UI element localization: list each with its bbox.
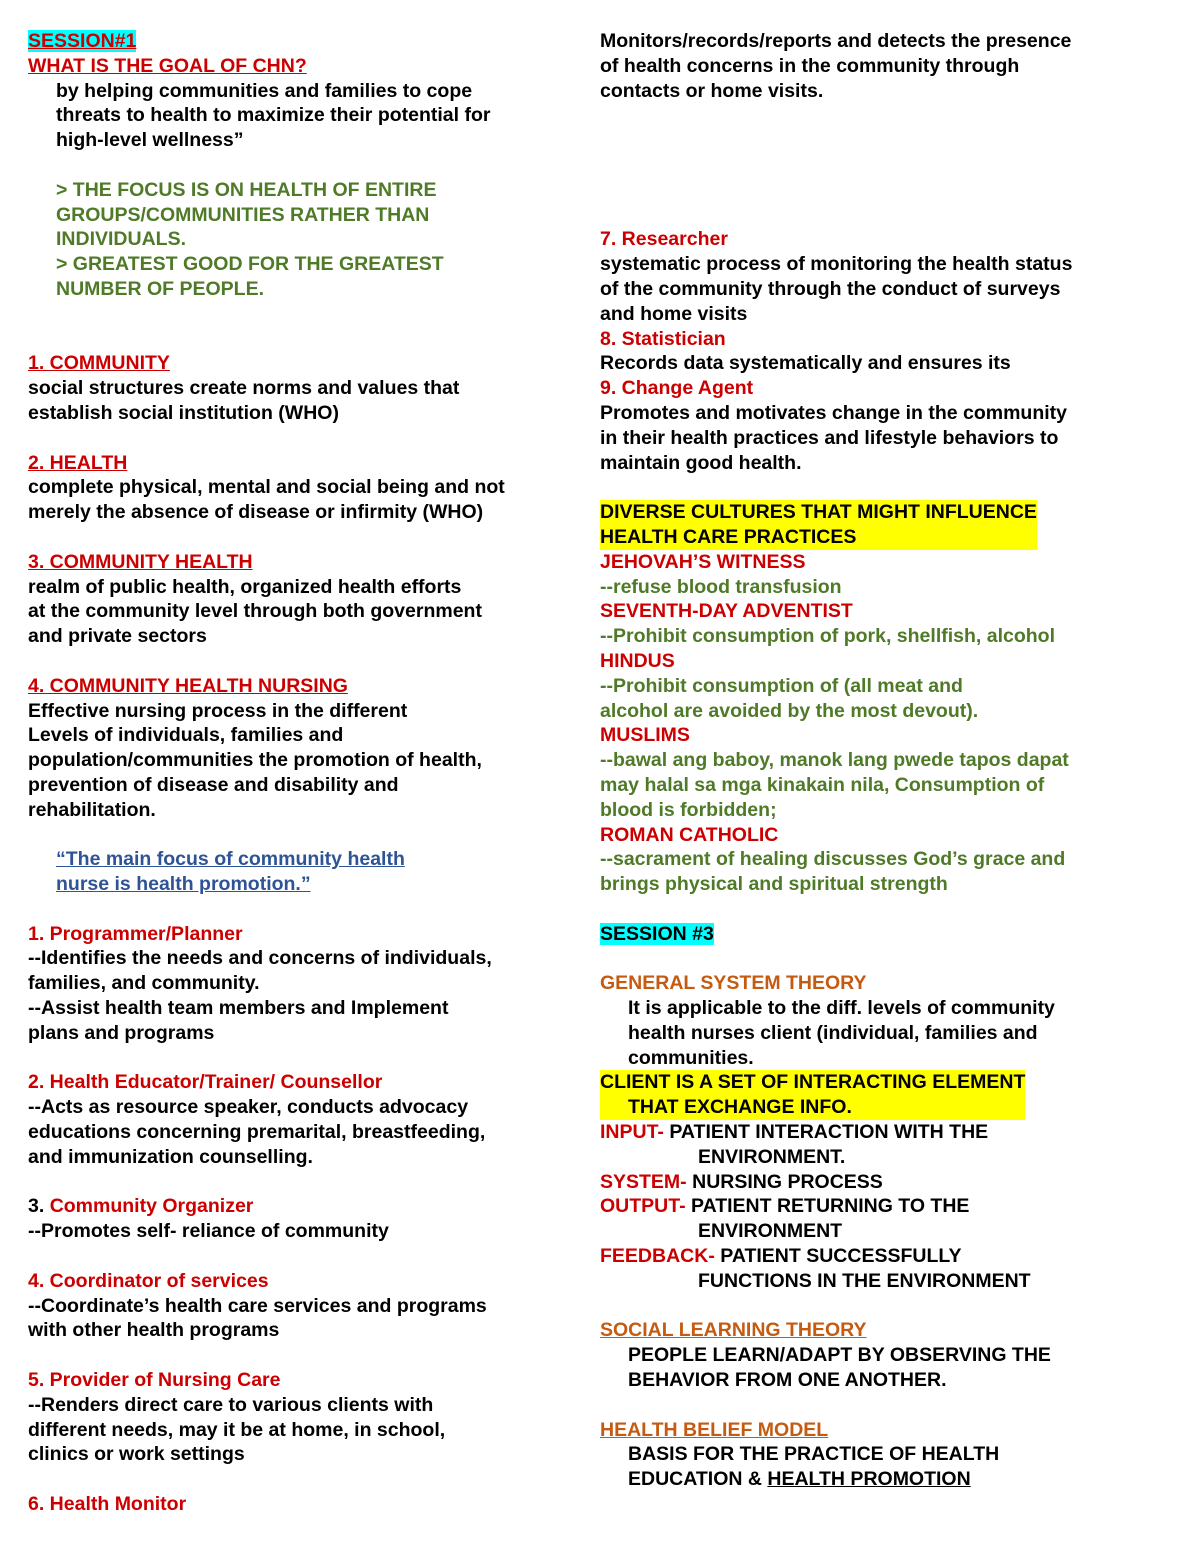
culture-line: blood is forbidden; (600, 798, 777, 821)
gst-title: GENERAL SYSTEM THEORY (600, 972, 867, 995)
role-line: --Promotes self- reliance of community (28, 1220, 389, 1243)
definition-line: realm of public health, organized health efforts (28, 575, 462, 598)
definition-line: social structures create norms and values that (28, 377, 460, 400)
role-title-text: 4. Coordinator of services (28, 1269, 269, 1292)
definition-title-text: 1. COMMUNITY (28, 352, 170, 375)
role-title: 9. Change Agent (600, 377, 754, 400)
cultures-heading-line: HEALTH CARE PRACTICES (600, 525, 857, 548)
session1-heading: SESSION#1 (28, 30, 137, 52)
role-title-text: Community Organizer (49, 1195, 254, 1218)
hbm-health-promotion: HEALTH PROMOTION (767, 1468, 971, 1491)
role-title-text: 1. Programmer/Planner (28, 922, 243, 945)
system-item-key: FEEDBACK- (600, 1245, 715, 1268)
definition-line: prevention of disease and disability and (28, 773, 399, 796)
system-item (600, 1120, 1160, 1145)
gst-text (600, 996, 1160, 1070)
system-item-cont: FUNCTIONS IN THE ENVIRONMENT (698, 1269, 1031, 1292)
role-title (28, 1269, 578, 1294)
culture-line: may halal sa mga kinakain nila, Consumption of (600, 773, 1045, 796)
culture-name: ROMAN CATHOLIC (600, 823, 779, 846)
main-focus-quote (28, 847, 578, 897)
culture-name: MUSLIMS (600, 724, 690, 747)
system-item (600, 1170, 1160, 1195)
role-line: --Acts as resource speaker, conducts advocacy (28, 1096, 469, 1119)
role-line: systematic process of monitoring the health status (600, 253, 1073, 276)
role-line: plans and programs (28, 1021, 215, 1044)
slt-text (600, 1343, 1160, 1393)
system-item-text: PATIENT INTERACTION WITH THE (663, 1121, 989, 1144)
system-item-text: PATIENT RETURNING TO THE (685, 1195, 970, 1218)
system-item (600, 1194, 1160, 1219)
system-item-key: INPUT- (600, 1121, 664, 1144)
monitor-line: Monitors/records/reports and detects the presence (600, 30, 1072, 52)
definition-title (28, 550, 578, 575)
definition-title (28, 451, 578, 476)
monitor-line: of health concerns in the community through (600, 54, 1020, 77)
role-title (28, 1194, 578, 1219)
role-title-text: 2. Health Educator/Trainer/ Counsellor (28, 1071, 383, 1094)
focus-text (28, 178, 578, 302)
definition-line: rehabilitation. (28, 798, 156, 821)
client-line: THAT EXCHANGE INFO. (628, 1096, 852, 1119)
role-line: maintain good health. (600, 451, 802, 474)
role-title (28, 922, 578, 947)
cultures-heading-line: DIVERSE CULTURES THAT MIGHT INFLUENCE (600, 501, 1037, 524)
role-line: --Coordinate’s health care services and programs (28, 1294, 487, 1317)
gst-line: It is applicable to the diff. levels of community (628, 997, 1055, 1020)
system-item-text: PATIENT SUCCESSFULLY (714, 1245, 962, 1268)
role-title (28, 1070, 578, 1095)
slt-line: PEOPLE LEARN/ADAPT BY OBSERVING THE (628, 1344, 1051, 1367)
client-block (600, 1070, 1025, 1120)
monitor-line: contacts or home visits. (600, 79, 824, 102)
quote-line: nurse is health promotion.” (56, 873, 311, 896)
goal-line: by helping communities and families to cope (56, 79, 473, 102)
right-column (600, 29, 1160, 1492)
health-monitor-text (600, 29, 1160, 103)
hbm-line: BASIS FOR THE PRACTICE OF HEALTH (628, 1443, 1000, 1466)
definition-title (28, 674, 578, 699)
focus-line: INDIVIDUALS. (56, 228, 187, 251)
left-column (28, 29, 578, 1517)
role-line: different needs, may it be at home, in school, (28, 1418, 446, 1441)
slt-title: SOCIAL LEARNING THEORY (600, 1319, 867, 1342)
role-title (28, 1368, 578, 1393)
role-line: clinics or work settings (28, 1443, 245, 1466)
goal-line: high-level wellness” (56, 129, 244, 152)
role-line: educations concerning premarital, breastfeeding, (28, 1121, 486, 1144)
role-line: --Identifies the needs and concerns of individuals, (28, 947, 492, 970)
definition-title-text: 3. COMMUNITY HEALTH (28, 550, 253, 573)
definition-title-text: 2. HEALTH (28, 451, 128, 474)
culture-line: --bawal ang baboy, manok lang pwede tapos dapat (600, 749, 1069, 772)
system-item (600, 1244, 1160, 1269)
culture-line: --Prohibit consumption of pork, shellfish, alcohol (600, 625, 1056, 648)
role-line: Records data systematically and ensures its (600, 352, 1011, 375)
quote-line: “The main focus of community health (56, 848, 405, 871)
nurse-roles-list-left (28, 922, 578, 1517)
role-line: --Renders direct care to various clients with (28, 1393, 434, 1416)
role-line: --Assist health team members and Implement (28, 997, 449, 1020)
gst-line: communities. (628, 1046, 754, 1069)
system-items (600, 1120, 1160, 1294)
definition-line: merely the absence of disease or infirmity (WHO) (28, 501, 484, 524)
role-line: in their health practices and lifestyle behaviors to (600, 426, 1059, 449)
role-line: and home visits (600, 302, 748, 325)
culture-line: --refuse blood transfusion (600, 575, 842, 598)
definition-line: population/communities the promotion of health, (28, 749, 482, 772)
definition-line: and private sectors (28, 625, 207, 648)
role-line: families, and community. (28, 972, 260, 995)
system-item-key: SYSTEM- (600, 1170, 687, 1193)
system-item-key: OUTPUT- (600, 1195, 686, 1218)
definition-title-text: 4. COMMUNITY HEALTH NURSING (28, 674, 348, 697)
culture-line: brings physical and spiritual strength (600, 873, 948, 896)
culture-line: alcohol are avoided by the most devout). (600, 699, 979, 722)
role-line: and immunization counselling. (28, 1145, 313, 1168)
definition-line: establish social institution (WHO) (28, 401, 339, 424)
role-number: 3. (28, 1195, 50, 1218)
system-item-text: NURSING PROCESS (686, 1170, 883, 1193)
culture-line: --Prohibit consumption of (all meat and (600, 674, 963, 697)
role-title-text: 6. Health Monitor (28, 1493, 187, 1516)
client-definition (600, 1070, 1160, 1120)
cultures-heading (600, 500, 1160, 550)
system-item-cont: ENVIRONMENT (698, 1220, 843, 1243)
cultures-list (600, 550, 1160, 897)
definition-line: Effective nursing process in the different (28, 699, 408, 722)
nurse-roles-list-right (600, 227, 1160, 475)
session3-heading: SESSION #3 (600, 922, 714, 945)
focus-line: > GREATEST GOOD FOR THE GREATEST (56, 253, 444, 276)
hbm-line (600, 1467, 1160, 1492)
culture-name: SEVENTH-DAY ADVENTIST (600, 600, 853, 623)
slt-line: BEHAVIOR FROM ONE ANOTHER. (628, 1369, 947, 1392)
hbm-title: HEALTH BELIEF MODEL (600, 1418, 829, 1441)
role-title (28, 1492, 578, 1517)
system-item-cont: ENVIRONMENT. (698, 1145, 846, 1168)
role-line: Promotes and motivates change in the community (600, 401, 1068, 424)
client-line: CLIENT IS A SET OF INTERACTING ELEMENT (600, 1071, 1026, 1094)
role-line: of the community through the conduct of surveys (600, 277, 1061, 300)
definitions-list (28, 351, 578, 822)
culture-line: --sacrament of healing discusses God’s grace and (600, 848, 1066, 871)
goal-question: WHAT IS THE GOAL OF CHN? (28, 54, 307, 77)
cultures-heading-block (600, 500, 1037, 550)
culture-name: HINDUS (600, 649, 675, 672)
definition-title (28, 351, 578, 376)
role-title-text: 5. Provider of Nursing Care (28, 1369, 281, 1392)
goal-line: threats to health to maximize their potential for (56, 104, 491, 127)
culture-name: JEHOVAH’S WITNESS (600, 550, 806, 573)
definition-line: Levels of individuals, families and (28, 724, 344, 747)
focus-line: GROUPS/COMMUNITIES RATHER THAN (56, 203, 430, 226)
gst-line: health nurses client (individual, families and (628, 1021, 1038, 1044)
role-title: 7. Researcher (600, 228, 728, 251)
role-line: with other health programs (28, 1319, 280, 1342)
definition-line: at the community level through both government (28, 600, 482, 623)
focus-line: > THE FOCUS IS ON HEALTH OF ENTIRE (56, 178, 437, 201)
role-title: 8. Statistician (600, 327, 726, 350)
definition-line: complete physical, mental and social being and not (28, 476, 505, 499)
hbm-text: EDUCATION & (628, 1468, 768, 1491)
focus-line: NUMBER OF PEOPLE. (56, 277, 265, 300)
goal-text (28, 79, 578, 153)
